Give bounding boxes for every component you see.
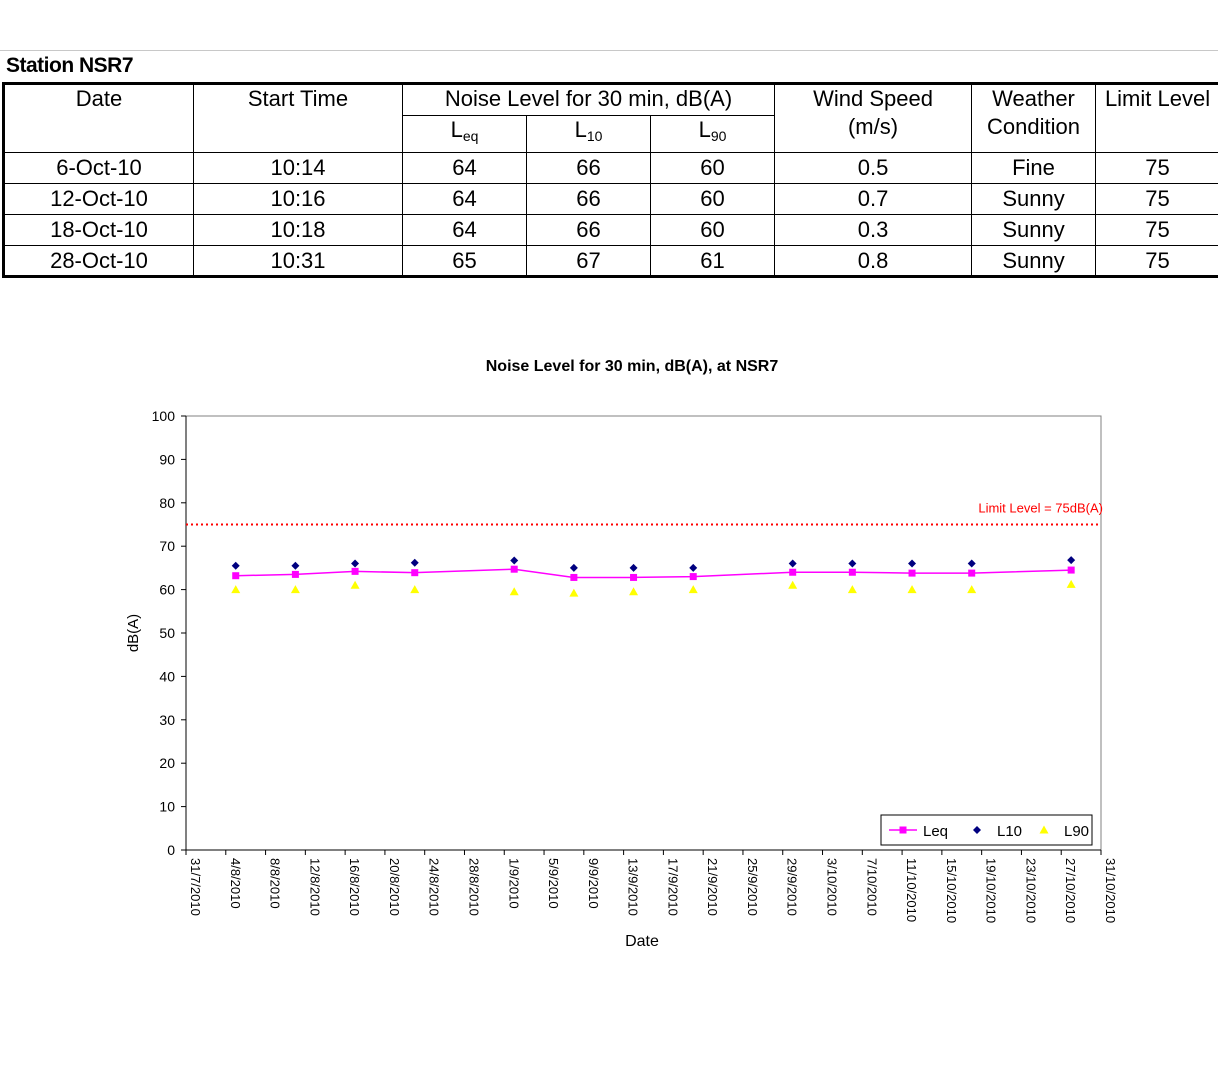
cell-date: 12-Oct-10 bbox=[4, 184, 194, 215]
x-tick-label: 28/8/2010 bbox=[466, 858, 482, 916]
header-wind-speed: Wind Speed (m/s) bbox=[775, 84, 972, 153]
cell-leq: 64 bbox=[403, 153, 527, 184]
y-tick-label: 60 bbox=[159, 581, 175, 598]
cell-l10: 67 bbox=[527, 246, 651, 277]
x-tick-label: 8/8/2010 bbox=[267, 858, 283, 909]
cell-time: 10:31 bbox=[194, 246, 403, 277]
x-tick-label: 7/10/2010 bbox=[864, 858, 880, 916]
chart-title: Noise Level for 30 min, dB(A), at NSR7 bbox=[485, 358, 779, 375]
y-axis bbox=[152, 408, 186, 858]
station-title: Station NSR7 bbox=[6, 54, 134, 77]
cell-l10: 66 bbox=[527, 215, 651, 246]
table-row bbox=[4, 184, 1218, 215]
cell-limit: 75 bbox=[1096, 184, 1218, 215]
cell-l90: 61 bbox=[651, 246, 775, 277]
x-tick-label: 9/9/2010 bbox=[585, 858, 601, 909]
x-axis-label: Date bbox=[625, 933, 659, 950]
header-leq: $L_{eq}$ bbox=[403, 116, 527, 153]
leq-point bbox=[909, 570, 916, 577]
header-noise-level: Noise Level for 30 min, dB(A) bbox=[403, 84, 775, 116]
x-tick-label: 31/10/2010 bbox=[1103, 858, 1118, 924]
x-tick-label: 4/8/2010 bbox=[227, 858, 243, 909]
cell-l10: 66 bbox=[527, 184, 651, 215]
top-divider bbox=[0, 50, 1218, 51]
legend bbox=[881, 815, 1092, 845]
header-l90: $L_{90}$ bbox=[651, 116, 775, 153]
x-axis bbox=[186, 850, 1118, 923]
x-tick-label: 13/9/2010 bbox=[625, 858, 641, 916]
x-tick-label: 12/8/2010 bbox=[307, 858, 323, 916]
table-row bbox=[4, 153, 1218, 184]
leq-point bbox=[232, 572, 239, 579]
y-tick-label: 40 bbox=[159, 668, 175, 685]
x-tick-label: 5/9/2010 bbox=[546, 858, 562, 909]
cell-wind: 0.8 bbox=[775, 246, 972, 277]
y-tick-label: 30 bbox=[159, 711, 175, 728]
leq-point bbox=[630, 574, 637, 581]
leq-legend-marker bbox=[900, 827, 907, 834]
y-tick-label: 100 bbox=[151, 408, 175, 424]
cell-weather: Sunny bbox=[972, 184, 1096, 215]
x-tick-label: 1/9/2010 bbox=[506, 858, 522, 909]
table-row bbox=[4, 246, 1218, 277]
cell-weather: Sunny bbox=[972, 215, 1096, 246]
cell-leq: 64 bbox=[403, 215, 527, 246]
leq-point bbox=[352, 568, 359, 575]
cell-l90: 60 bbox=[651, 215, 775, 246]
noise-table bbox=[2, 82, 1218, 278]
cell-leq: 64 bbox=[403, 184, 527, 215]
leq-point bbox=[968, 570, 975, 577]
leq-point bbox=[292, 571, 299, 578]
leq-point bbox=[849, 569, 856, 576]
cell-l90: 60 bbox=[651, 153, 775, 184]
y-tick-label: 70 bbox=[159, 538, 175, 555]
cell-time: 10:16 bbox=[194, 184, 403, 215]
leq-point bbox=[1068, 567, 1075, 574]
cell-weather: Sunny bbox=[972, 246, 1096, 277]
leq-point bbox=[511, 566, 518, 573]
y-tick-label: 80 bbox=[159, 494, 175, 511]
cell-wind: 0.5 bbox=[775, 153, 972, 184]
x-tick-label: 29/9/2010 bbox=[784, 858, 800, 916]
x-tick-label: 15/10/2010 bbox=[943, 858, 959, 924]
x-tick-label: 20/8/2010 bbox=[386, 858, 402, 916]
leq-point bbox=[690, 573, 697, 580]
y-tick-label: 20 bbox=[159, 755, 175, 772]
x-tick-label: 21/9/2010 bbox=[705, 858, 721, 916]
cell-limit: 75 bbox=[1096, 246, 1218, 277]
y-tick-label: 10 bbox=[159, 798, 175, 815]
x-tick-label: 25/9/2010 bbox=[744, 858, 760, 916]
header-date: Date bbox=[4, 84, 194, 153]
header-limit-level: Limit Level bbox=[1096, 84, 1218, 153]
y-tick-label: 0 bbox=[167, 842, 175, 858]
x-tick-label: 24/8/2010 bbox=[426, 858, 442, 916]
plot-area bbox=[186, 416, 1101, 850]
x-tick-label: 19/10/2010 bbox=[983, 858, 999, 924]
cell-limit: 75 bbox=[1096, 215, 1218, 246]
cell-date: 6-Oct-10 bbox=[4, 153, 194, 184]
cell-limit: 75 bbox=[1096, 153, 1218, 184]
y-tick-label: 50 bbox=[159, 625, 175, 641]
cell-wind: 0.3 bbox=[775, 215, 972, 246]
x-tick-label: 31/7/2010 bbox=[188, 858, 203, 916]
l90-legend-label: L90 bbox=[1064, 823, 1090, 840]
x-tick-label: 27/10/2010 bbox=[1063, 858, 1079, 924]
cell-l90: 60 bbox=[651, 184, 775, 215]
leq-legend-label: Leq bbox=[923, 823, 949, 840]
noise-chart bbox=[0, 340, 1218, 980]
header-l10: $L_{10}$ bbox=[527, 116, 651, 153]
y-axis-label: dB(A) bbox=[125, 613, 142, 653]
leq-point bbox=[570, 574, 577, 581]
cell-leq: 65 bbox=[403, 246, 527, 277]
leq-point bbox=[411, 569, 418, 576]
y-tick-label: 90 bbox=[159, 451, 175, 468]
table-row bbox=[4, 215, 1218, 246]
cell-l10: 66 bbox=[527, 153, 651, 184]
x-tick-label: 17/9/2010 bbox=[665, 858, 681, 916]
header-start-time: Start Time bbox=[194, 84, 403, 153]
x-tick-label: 16/8/2010 bbox=[347, 858, 363, 916]
leq-point bbox=[789, 569, 796, 576]
cell-time: 10:18 bbox=[194, 215, 403, 246]
limit-label: Limit Level = 75dB(A) bbox=[978, 500, 1103, 516]
l10-legend-label: L10 bbox=[997, 823, 1023, 840]
cell-time: 10:14 bbox=[194, 153, 403, 184]
cell-weather: Fine bbox=[972, 153, 1096, 184]
cell-wind: 0.7 bbox=[775, 184, 972, 215]
x-tick-label: 11/10/2010 bbox=[904, 858, 920, 923]
x-tick-label: 3/10/2010 bbox=[824, 858, 840, 916]
x-tick-label: 23/10/2010 bbox=[1023, 858, 1039, 924]
cell-date: 28-Oct-10 bbox=[4, 246, 194, 277]
cell-date: 18-Oct-10 bbox=[4, 215, 194, 246]
header-weather: Weather Condition bbox=[972, 84, 1096, 153]
